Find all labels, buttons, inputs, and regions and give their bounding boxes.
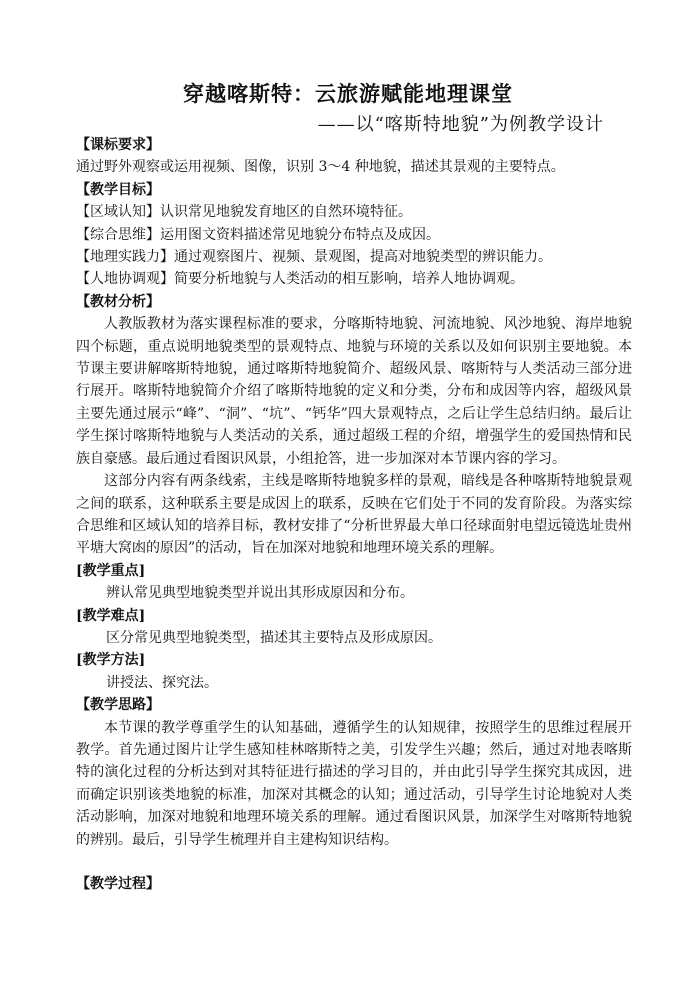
document-body — [76, 134, 632, 895]
goal-item: 【区域认知】认识常见地貌发育地区的自然环境特征。 — [76, 204, 412, 221]
analysis-paragraph: 这部分内容有两条线索，主线是喀斯特地貌多样的景观，暗线是各种喀斯特地貌景观之间的联系，这种联系主要是成因上的联系，反映在它们处于不同的发育阶段。为落实综合思维和区域认知的培养目标，教材安排了“分析世界最大单口径球面射电望远镜选址贵州平塘大窝凼的原因”的活动，旨在加深对地貌和地理环境关系的理解。 — [76, 473, 632, 557]
document-subtitle: ——以“喀斯特地貌”为例教学设计 — [317, 114, 604, 135]
method-text: 讲授法、探究法。 — [106, 674, 218, 691]
goal-item: 【地理实践力】通过观察图片、视频、景观图，提高对地貌类型的辨识能力。 — [76, 249, 552, 266]
difficulty-heading: [教学难点] — [76, 607, 146, 624]
key-points-text: 辨认常见典型地貌类型并说出其形成原因和分布。 — [106, 585, 414, 602]
process-heading: 【教学过程】 — [76, 876, 160, 892]
goal-item: 【综合思维】运用图文资料描述常见地貌分布特点及成因。 — [76, 226, 440, 243]
analysis-heading: 【教材分析】 — [76, 293, 160, 310]
key-points-heading: [教学重点] — [76, 562, 146, 579]
method-heading: [教学方法] — [76, 652, 146, 669]
goal-item: 【人地协调观】简要分析地貌与人类活动的相互影响，培养人地协调观。 — [76, 271, 524, 288]
difficulty-text: 区分常见典型地貌类型，描述其主要特点及形成原因。 — [106, 629, 442, 646]
curriculum-heading: 【课标要求】 — [76, 137, 160, 153]
goals-heading: 【教学目标】 — [76, 181, 160, 198]
document-title: 穿越喀斯特：云旅游赋能地理课堂 — [183, 82, 513, 106]
approach-heading: 【教学思路】 — [76, 697, 160, 714]
approach-paragraph: 本节课的教学尊重学生的认知基础，遵循学生的认知规律，按照学生的思维过程展开教学。首先通过图片让学生感知桂林喀斯特之美，引发学生兴趣；然后，通过对地表喀斯特的演化过程的分析达到对其特征进行描述的学习目的，并由此引导学生探究其成因，进而确定识别该类地貌的标准，加深对其概念的认知；通过活动，引导学生讨论地貌对人类活动影响，加深对地貌和地理环境关系的理解。通过看图识风景，加深学生对喀斯特地貌的辨别。最后，引导学生梳理并自主建构知识结构。 — [76, 719, 632, 848]
analysis-paragraph: 人教版教材为落实课程标准的要求，分喀斯特地貌、河流地貌、风沙地貌、海岸地貌四个标题，重点说明地貌类型的景观特点、地貌与环境的关系以及如何识别主要地貌。本节课主要讲解喀斯特地貌，通过喀斯特地貌简介、超级风景、喀斯特与人类活动三部分进行展开。喀斯特地貌简介介绍了喀斯特地貌的定义和分类，分布和成因等内容，超级风景主要先通过展示“峰”、“洞”、“坑”、“钙华”四大景观特点，之后让学生总结归纳。最后让学生探讨喀斯特地貌与人类活动的关系，通过超级工程的介绍，增强学生的爱国热情和民族自豪感。最后通过看图识风景，小组抢答，进一步加深对本节课内容的学习。 — [76, 316, 632, 467]
curriculum-text: 通过野外观察或运用视频、图像，识别 3～4 种地貌，描述其景观的主要特点。 — [76, 159, 565, 176]
